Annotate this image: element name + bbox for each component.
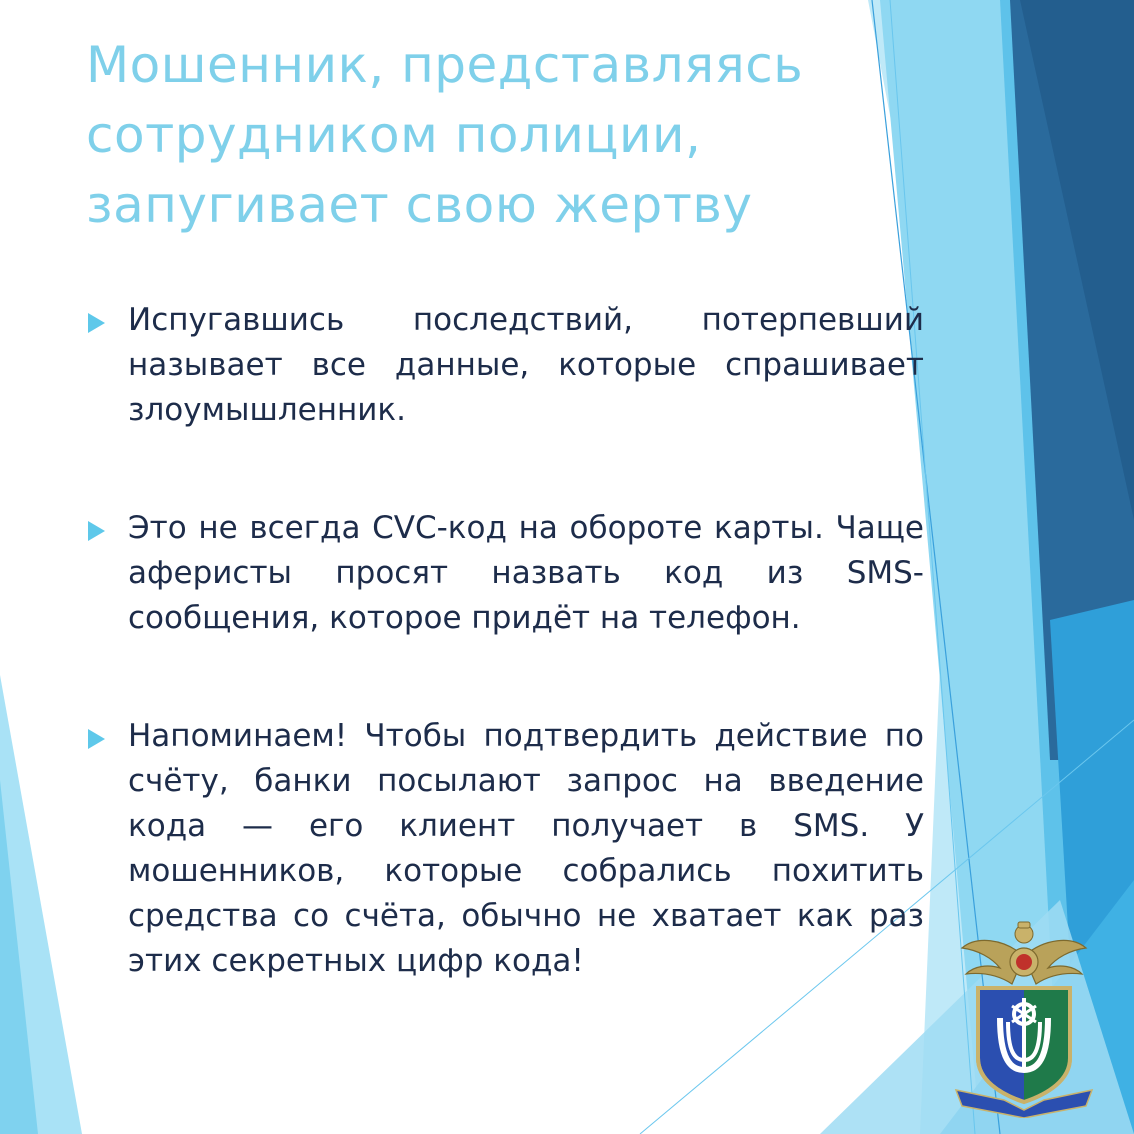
police-emblem-icon — [948, 918, 1100, 1118]
bullet-text: Напоминаем! Чтобы подтвердить действие по счёту, банки посылают запрос на введение кода — его клиент получает в SMS. У мошенников, которые собрались похитить средства со счёта, обычно не хватает как раз этих секретных цифр кода! — [128, 718, 924, 979]
triangle-bullet-icon — [88, 521, 105, 541]
triangle-bullet-icon — [88, 313, 105, 333]
bullet-list — [86, 298, 924, 984]
slide-title: Мошенник, представляясь сотрудником полиции, запугивает свою жертву — [86, 36, 804, 234]
triangle-bullet-icon — [88, 729, 105, 749]
bullet-item — [86, 714, 924, 984]
bullet-item — [86, 506, 924, 641]
bullet-item — [86, 298, 924, 433]
bullet-text: Испугавшись последствий, потерпевший называет все данные, которые спрашивает злоумышленник. — [128, 302, 924, 428]
bullet-text: Это не всегда CVC-код на обороте карты. Чаще аферисты просят назвать код из SMS-сообщения, которое придёт на телефон. — [128, 510, 924, 636]
